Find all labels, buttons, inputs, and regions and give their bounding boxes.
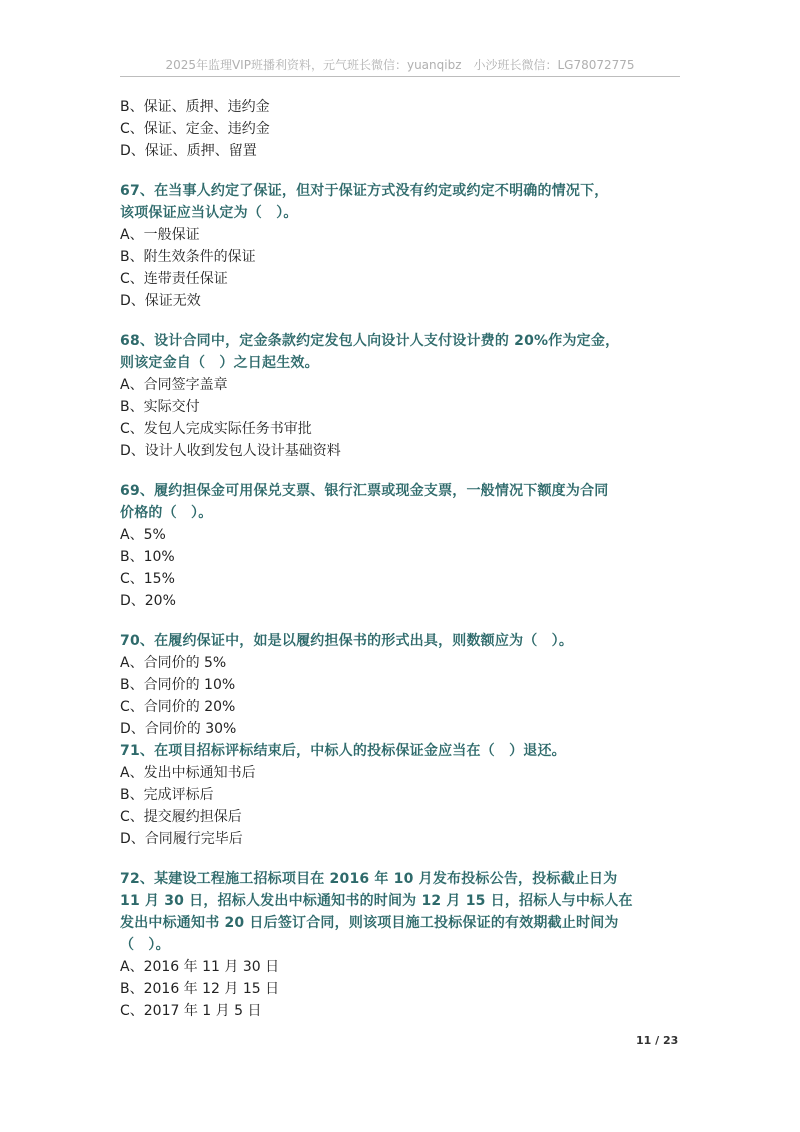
option: D、20%: [120, 593, 176, 609]
question-text: [120, 330, 688, 374]
question-72: [120, 868, 688, 1022]
option: A、5%: [120, 527, 166, 543]
question-71: [120, 740, 688, 850]
option: C、发包人完成实际任务书审批: [120, 421, 312, 437]
question-text: [120, 180, 688, 224]
question-text: [120, 740, 688, 762]
option: C、提交履约担保后: [120, 809, 242, 825]
document-body: [120, 96, 688, 1022]
question-67: [120, 180, 688, 312]
page-header: 2025年监理VIP班播利资料，元气班长微信：yuanqibz 小沙班长微信：LG78072775: [165, 58, 635, 72]
question-70: [120, 630, 688, 740]
question-line: 68、设计合同中，定金条款约定发包人向设计人支付设计费的 20%作为定金，: [120, 333, 620, 349]
option: D、合同履行完毕后: [120, 831, 243, 847]
option: D、保证无效: [120, 293, 201, 309]
question-68: [120, 330, 688, 462]
question-line: 71、在项目招标评标结束后，中标人的投标保证金应当在（ ）退还。: [120, 743, 566, 759]
option: B、10%: [120, 549, 175, 565]
question-line: 70、在履约保证中，如是以履约担保书的形式出具，则数额应为（ ）。: [120, 633, 574, 649]
option: D、合同价的 30%: [120, 721, 237, 737]
question-line: 价格的（ ）。: [120, 505, 213, 521]
option: B、2016 年 12 月 15 日: [120, 981, 280, 997]
question-line: 该项保证应当认定为（ ）。: [120, 205, 298, 221]
option: A、一般保证: [120, 227, 200, 243]
option: C、保证、定金、违约金: [120, 121, 270, 137]
option: D、保证、质押、留置: [120, 143, 257, 159]
option: A、2016 年 11 月 30 日: [120, 959, 280, 975]
option: C、连带责任保证: [120, 271, 228, 287]
question-text: [120, 630, 688, 652]
page-number: 11 / 23: [636, 1034, 679, 1047]
question-text: [120, 480, 688, 524]
option: B、合同价的 10%: [120, 677, 236, 693]
option: C、合同价的 20%: [120, 699, 236, 715]
question-line: 11 月 30 日，招标人发出中标通知书的时间为 12 月 15 日，招标人与中标人在: [120, 893, 633, 909]
question-line: 69、履约担保金可用保兑支票、银行汇票或现金支票，一般情况下额度为合同: [120, 483, 609, 499]
option: B、保证、质押、违约金: [120, 99, 270, 115]
question-line: 则该定金自（ ）之日起生效。: [120, 355, 319, 371]
header-divider: [120, 76, 680, 77]
option: B、附生效条件的保证: [120, 249, 256, 265]
option: C、15%: [120, 571, 175, 587]
option: B、完成评标后: [120, 787, 214, 803]
question-line: 72、某建设工程施工招标项目在 2016 年 10 月发布投标公告，投标截止日为: [120, 871, 618, 887]
question-line: 67、在当事人约定了保证，但对于保证方式没有约定或约定不明确的情况下，: [120, 183, 609, 199]
question-69: [120, 480, 688, 612]
option: B、实际交付: [120, 399, 200, 415]
option: A、发出中标通知书后: [120, 765, 256, 781]
option: C、2017 年 1 月 5 日: [120, 1003, 262, 1019]
lead-options: [120, 96, 688, 162]
option: D、设计人收到发包人设计基础资料: [120, 443, 341, 459]
question-line: （ ）。: [120, 937, 170, 953]
option: A、合同签字盖章: [120, 377, 228, 393]
question-line: 发出中标通知书 20 日后签订合同，则该项目施工投标保证的有效期截止时间为: [120, 915, 619, 931]
option: A、合同价的 5%: [120, 655, 227, 671]
question-text: [120, 868, 688, 956]
